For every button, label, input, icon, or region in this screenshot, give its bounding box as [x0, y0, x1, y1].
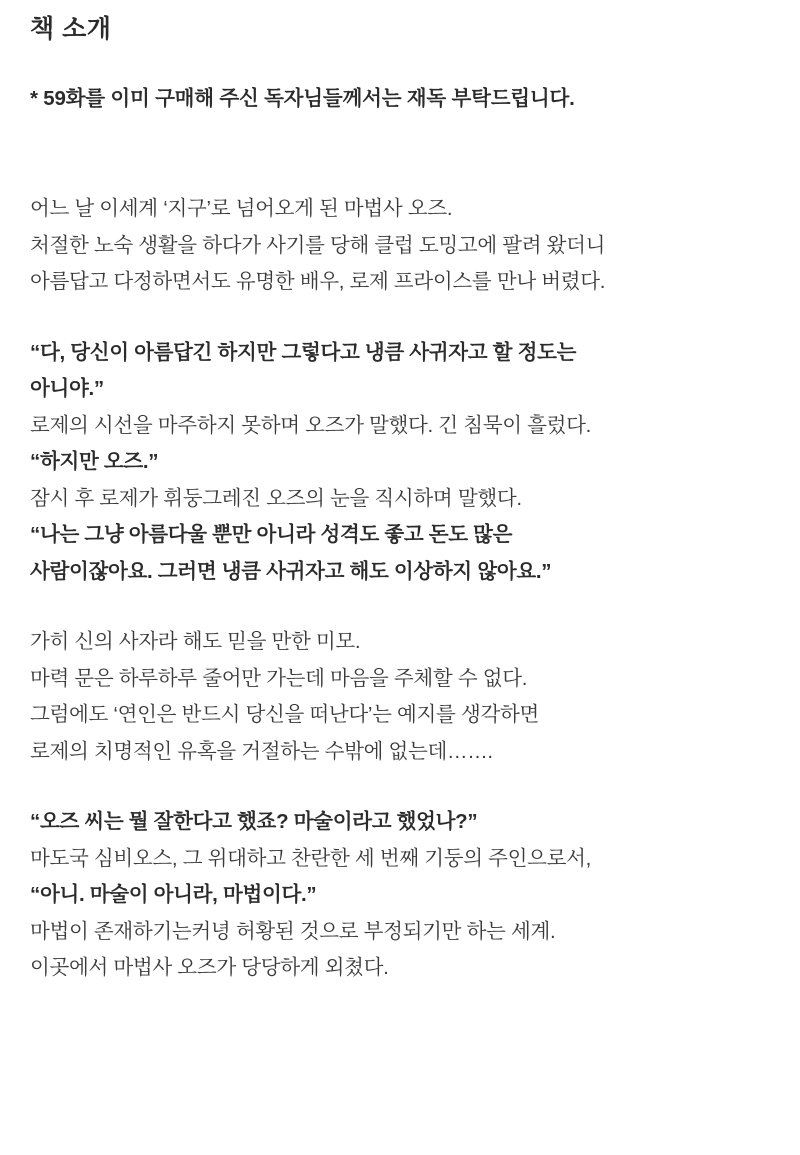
text-line: 아니야.” — [30, 377, 104, 401]
text-line: 처절한 노숙 생활을 하다가 사기를 당해 클럽 도밍고에 팔려 왔더니 — [30, 233, 606, 257]
paragraph-spacer — [30, 770, 770, 804]
text-line: 마력 문은 하루하루 줄어만 가는데 마음을 주체할 수 없다. — [30, 666, 528, 690]
text-line: 가히 신의 사자라 해도 믿을 만한 미모. — [30, 630, 361, 654]
block-intro — [30, 191, 770, 300]
text-line: 마법이 존재하기는커녕 허황된 것으로 부정되기만 하는 세계. — [30, 919, 556, 943]
text-line: “아니. 마술이 아니라, 마법이다.” — [30, 883, 317, 907]
text-line: 로제의 시선을 마주하지 못하며 오즈가 말했다. 긴 침묵이 흘렀다. — [30, 413, 592, 437]
description-body — [30, 191, 770, 986]
spacer-top — [30, 135, 770, 191]
text-line: “하지만 오즈.” — [30, 450, 159, 474]
text-line: 잠시 후 로제가 휘둥그레진 오즈의 눈을 직시하며 말했다. — [30, 486, 522, 510]
text-line: 마도국 심비오스, 그 위대하고 찬란한 세 번째 기둥의 주인으로서, — [30, 846, 592, 870]
text-line: 로제의 치명적인 유혹을 거절하는 수밖에 없는데……. — [30, 739, 493, 763]
paragraph-spacer — [30, 301, 770, 335]
text-line: “오즈 씨는 뭘 잘한다고 했죠? 마술이라고 했었나?” — [30, 810, 478, 834]
reader-notice: * 59화를 이미 구매해 주신 독자님들께서는 재독 부탁드립니다. — [30, 87, 575, 110]
text-line: 사람이잖아요. 그러면 냉큼 사귀자고 해도 이상하지 않아요.” — [30, 559, 552, 583]
text-line: 그럼에도 ‘연인은 반드시 당신을 떠난다’는 예지를 생각하면 — [30, 703, 539, 727]
text-line: 이곳에서 마법사 오즈가 당당하게 외쳤다. — [30, 955, 389, 979]
text-line: 어느 날 이세계 ‘지구’로 넘어오게 된 마법사 오즈. — [30, 197, 453, 221]
text-line: “다, 당신이 아름답긴 하지만 그렇다고 냉큼 사귀자고 할 정도는 — [30, 340, 577, 364]
block-dialogue-one — [30, 335, 770, 590]
text-line: “나는 그냥 아름다울 뿐만 아니라 성격도 좋고 돈도 많은 — [30, 523, 513, 547]
block-narration — [30, 624, 770, 770]
block-dialogue-two — [30, 804, 770, 986]
page-title: 책 소개 — [30, 15, 112, 43]
paragraph-spacer — [30, 590, 770, 624]
text-line: 아름답고 다정하면서도 유명한 배우, 로제 프라이스를 만나 버렸다. — [30, 270, 606, 294]
